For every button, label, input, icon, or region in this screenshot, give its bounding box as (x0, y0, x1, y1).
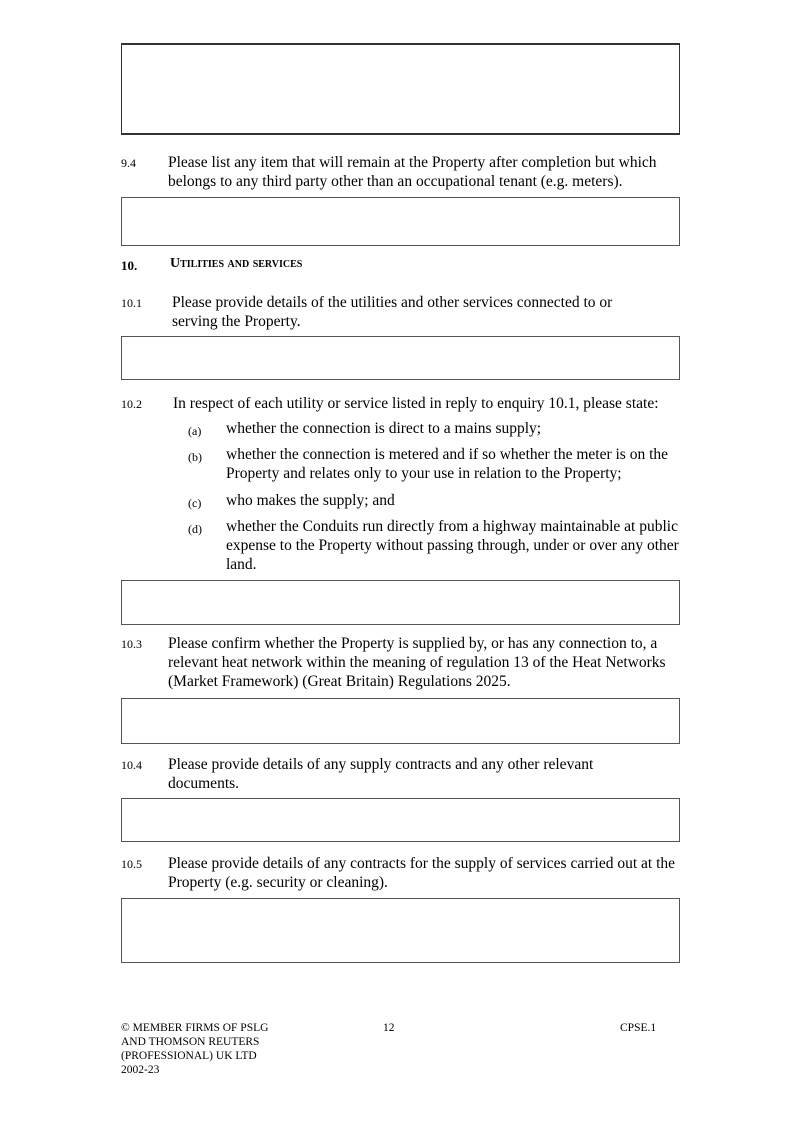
list-item-label: (a) (188, 424, 202, 438)
question-text: Please provide details of any contracts for the supply of services carried out at the Property (e.g. security or cleaning). (168, 855, 676, 891)
page-number: 12 (383, 1022, 395, 1034)
list-item-label: (b) (188, 450, 202, 464)
answer-box-10-5[interactable] (121, 898, 680, 963)
list-item: whether the connection is metered and if so whether the meter is on the Property and relates only to your use in relation to the Property; (226, 446, 669, 482)
footer-line: © MEMBER FIRMS OF PSLG (121, 1022, 269, 1034)
question-text: In respect of each utility or service listed in reply to enquiry 10.1, please state: (173, 395, 659, 412)
list-item-label: (c) (188, 496, 202, 510)
question-number: 10.1 (121, 296, 142, 310)
question-number: 10.2 (121, 397, 142, 411)
answer-box-10-3[interactable] (121, 698, 680, 744)
list-item-label: (d) (188, 522, 202, 536)
document-code: CPSE.1 (620, 1022, 657, 1034)
footer-line: 2002-23 (121, 1064, 160, 1076)
question-text: Please provide details of the utilities and other services connected to or serving the Property. (172, 294, 613, 330)
question-text: Please confirm whether the Property is supplied by, or has any connection to, a relevant heat network within the meaning of regulation 13 of the Heat Networks (Market Framework) (Great Britain) Regulations 2025. (168, 635, 666, 690)
list-item: whether the connection is direct to a mains supply; (226, 420, 542, 437)
question-text: Please provide details of any supply contracts and any other relevant documents. (168, 756, 594, 792)
question-text: Please list any item that will remain at the Property after completion but which belongs to any third party other than an occupational tenant (e.g. meters). (168, 154, 657, 190)
footer-line: (PROFESSIONAL) UK LTD (121, 1050, 257, 1062)
footer-copyright (121, 1021, 268, 1077)
answer-box-9-4[interactable] (121, 197, 680, 246)
question-number: 9.4 (121, 156, 136, 170)
answer-box-9-3[interactable] (121, 43, 680, 135)
question-number: 10.4 (121, 758, 142, 772)
section-number: 10. (121, 258, 138, 273)
list-item: who makes the supply; and (226, 492, 395, 509)
question-number: 10.3 (121, 637, 142, 651)
section-heading: Utilities and services (170, 256, 303, 271)
question-number: 10.5 (121, 857, 142, 871)
footer-line: AND THOMSON REUTERS (121, 1036, 260, 1048)
answer-box-10-2[interactable] (121, 580, 680, 625)
answer-box-10-4[interactable] (121, 798, 680, 842)
list-item: whether the Conduits run directly from a highway maintainable at public expense to the Property without passing through, under or over any other land. (226, 518, 679, 573)
answer-box-10-1[interactable] (121, 336, 680, 380)
